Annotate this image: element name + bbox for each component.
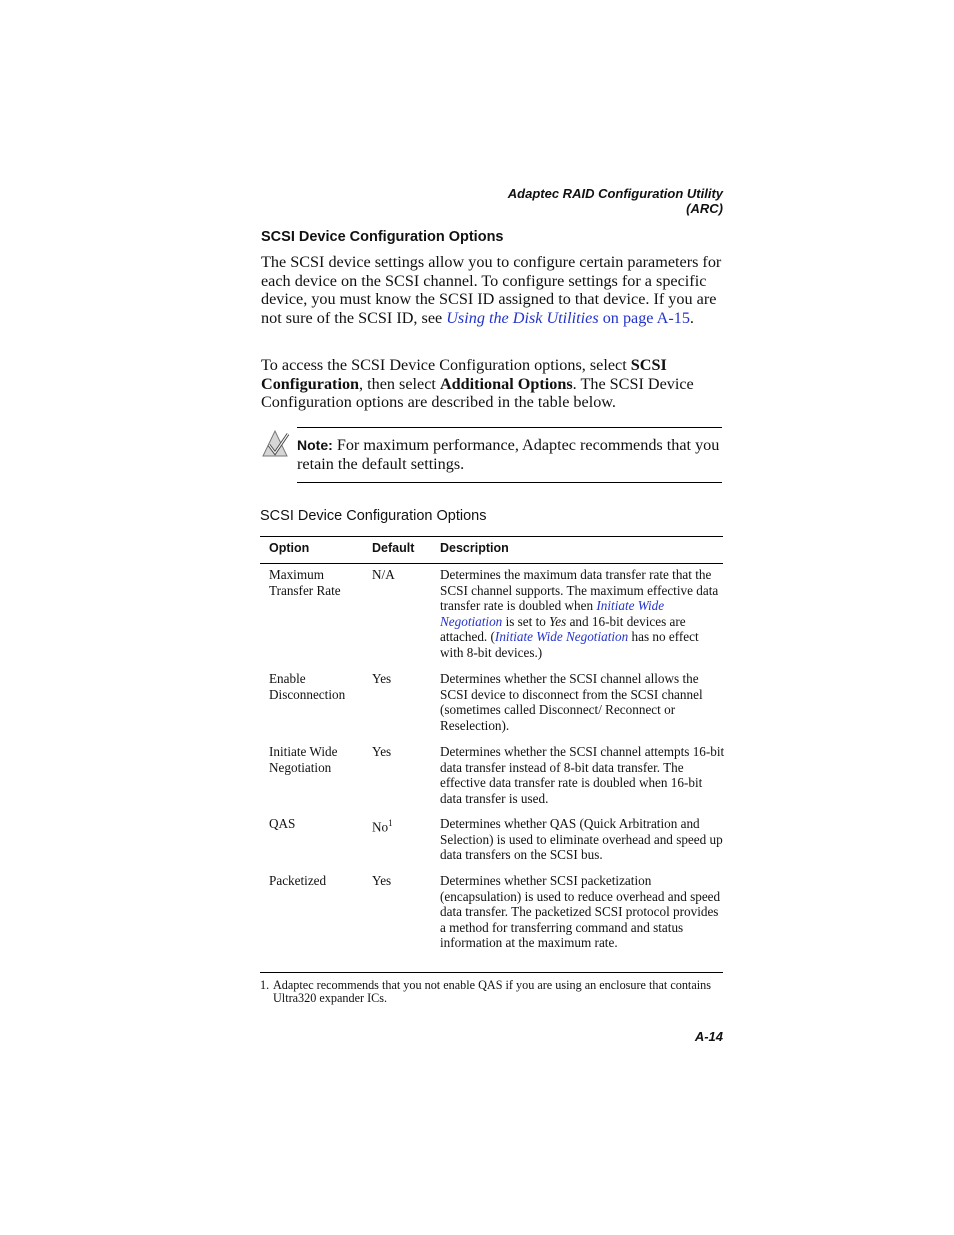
- description-cell: Determines whether QAS (Quick Arbitration and Selection) is used to eliminate overhead and speed up data transfers on the SCSI bus.: [440, 816, 723, 863]
- note-top-rule: [297, 427, 722, 428]
- table-top-rule: [260, 536, 723, 537]
- column-header-description: Description: [440, 541, 509, 555]
- access-paragraph: [261, 356, 723, 412]
- description-cell: [440, 567, 725, 661]
- note-text: For maximum performance, Adaptec recommends that you retain the default settings.: [297, 436, 720, 473]
- note-label: Note:: [297, 437, 333, 453]
- intro-paragraph: [261, 253, 723, 328]
- option-cell: Maximum Transfer Rate: [269, 567, 341, 598]
- table-bottom-rule: [260, 972, 723, 973]
- option-cell: Initiate Wide Negotiation: [269, 744, 338, 775]
- default-value: No: [372, 819, 389, 835]
- intro-end: .: [689, 309, 694, 328]
- description-text: and 16-bit devices are attached. (: [440, 613, 686, 645]
- column-header-option: Option: [269, 541, 310, 555]
- initiate-wide-negotiation-link[interactable]: Initiate Wide Negotiation: [440, 598, 665, 629]
- column-header-default: Default: [372, 541, 415, 555]
- disk-utilities-link-page: on page A-15: [598, 309, 690, 328]
- option-cell: QAS: [269, 816, 296, 831]
- description-cell: Determines whether SCSI packetization (encapsulation) is used to reduce overhead and speed data transfer. The packetized SCSI protocol provides a method for transferring command and status information at the maximum rate.: [440, 873, 721, 951]
- table-caption: SCSI Device Configuration Options: [260, 508, 487, 524]
- description-text: Determines the maximum data transfer rate that the SCSI channel supports. The maximum effective data transfer rate is doubled when: [440, 567, 719, 614]
- description-cell: Determines whether the SCSI channel allows the SCSI device to disconnect from the SCSI channel (sometimes called Disconnect/ Reconnect or Reselection).: [440, 671, 703, 733]
- access-text-2: , then select: [359, 374, 440, 393]
- default-cell: Yes: [372, 744, 392, 759]
- note-bottom-rule: [297, 482, 722, 483]
- access-text-3: . The SCSI Device Configuration options are described in the table below.: [261, 374, 694, 412]
- disk-utilities-link[interactable]: [446, 309, 690, 327]
- intro-text: The SCSI device settings allow you to configure certain parameters for each device on the SCSI channel. To configure settings for a specific device, you must know the SCSI ID assigned to that device. If you are not sure of the SCSI ID, see: [261, 253, 722, 328]
- footnote-text: Adaptec recommends that you not enable QAS if you are using an enclosure that contains Ultra320 expander ICs.: [273, 978, 711, 1005]
- description-cell: Determines whether the SCSI channel attempts 16-bit data transfer instead of 8-bit data transfer. The effective data transfer rate is doubled when 16-bit data transfer is used.: [440, 744, 725, 806]
- section-title: SCSI Device Configuration Options: [261, 229, 504, 245]
- page-number: A-14: [694, 1029, 723, 1044]
- table-header-rule: [260, 563, 723, 564]
- footnote-marker: 1.: [260, 978, 270, 992]
- default-cell: Yes: [372, 873, 392, 888]
- running-header: Adaptec RAID Configuration Utility (ARC): [507, 186, 723, 216]
- description-text: is set to: [502, 613, 550, 629]
- description-text: has no effect with 8-bit devices.): [440, 629, 699, 660]
- disk-utilities-link-title: Using the Disk Utilities: [446, 309, 599, 328]
- default-cell: Yes: [372, 671, 392, 686]
- option-cell: Enable Disconnection: [269, 671, 346, 702]
- scsi-configuration-term: SCSI Configuration: [261, 356, 667, 393]
- footnote-reference: 1: [388, 818, 393, 828]
- default-cell: N/A: [372, 567, 395, 582]
- note-pencil-icon: [261, 428, 291, 458]
- access-text-1: To access the SCSI Device Configuration options, select: [261, 356, 631, 374]
- additional-options-term: Additional Options: [439, 374, 573, 393]
- default-cell: [372, 816, 432, 835]
- footnote: [260, 979, 723, 1005]
- initiate-wide-negotiation-link[interactable]: Initiate Wide Negotiation: [494, 629, 629, 645]
- yes-term: Yes: [549, 613, 567, 629]
- option-cell: Packetized: [269, 873, 327, 888]
- note-block: [297, 436, 723, 473]
